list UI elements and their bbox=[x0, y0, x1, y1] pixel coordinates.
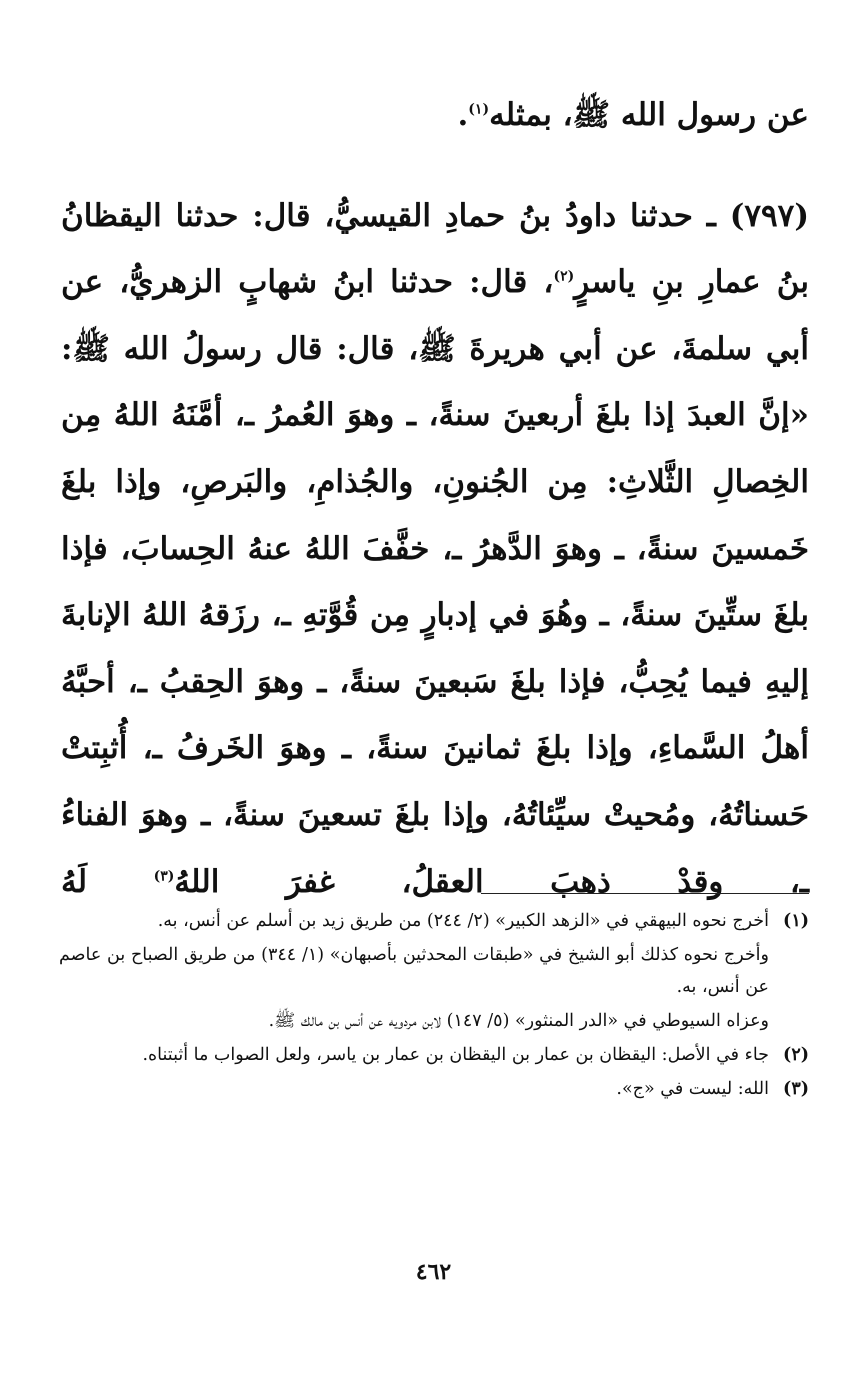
footnote-1 bbox=[59, 905, 809, 1037]
hadith-paragraph bbox=[61, 183, 809, 916]
footnote-divider bbox=[481, 893, 809, 894]
footnote-paragraph: وأخرج نحوه كذلك أبو الشيخ في «طبقات المحدثين بأصبهان» (١/ ٣٤٤) من طريق الصباح بن عاصم عن أنس، به. bbox=[59, 945, 769, 997]
footnote-ref-1[interactable]: (١) bbox=[468, 101, 490, 118]
hadith-text-part1: ـ حدثنا داودُ بنُ حمادِ القيسيُّ، قال: حدثنا اليقظانُ بنُ عمارِ بنِ ياسرٍ bbox=[61, 197, 809, 301]
footnote-number: (١) bbox=[783, 911, 809, 931]
footnote-3 bbox=[59, 1073, 809, 1105]
main-text-body bbox=[61, 82, 809, 915]
opening-line bbox=[61, 82, 809, 149]
footnote-number: (٢) bbox=[783, 1045, 809, 1065]
footnote-body bbox=[59, 1039, 769, 1071]
opening-line-end: . bbox=[457, 97, 469, 133]
hadith-text-part2: ، قال: حدثنا ابنُ شهابٍ الزهريُّ، عن أبي سلمةَ، عن أبي هريرةَ ﷺ، قال: قال رسولُ الله ﷺ: «إنَّ العبدَ إذا بلغَ أربعينَ سنةً، ـ وهوَ العُمرُ ـ، أمَّنَهُ اللهُ مِن الخِصالِ الثَّلاثِ: مِن الجُنونِ، والجُذامِ، والبَرصِ، وإذا بلغَ خَمسينَ سنةً، ـ وهوَ الدَّهرُ ـ، خفَّفَ اللهُ عنهُ الحِسابَ، فإذا بلغَ ستِّينَ سنةً، ـ وهُوَ في إدبارٍ مِن قُوَّتهِ ـ، رزَقهُ اللهُ الإنابةَ إليهِ فيما يُحِبُّ، فإذا بلغَ سَبعينَ سنةً، ـ وهوَ الحِقبُ ـ، أحبَّهُ أهلُ السَّماءِ، وإذا بلغَ ثمانينَ سنةً، ـ وهوَ الخَرفُ ـ، أُثبِتتْ حَسناتُهُ، ومُحيتْ سيِّئاتُهُ، وإذا بلغَ تسعينَ سنةً، ـ وهوَ الفناءُ ـ، وقدْ ذهبَ العقلُ، غفرَ اللهُ bbox=[61, 264, 810, 900]
footnote-paragraph: أخرج نحوه البيهقي في «الزهد الكبير» (٢/ ٢٤٤) من طريق زيد بن أسلم عن أنس، به. bbox=[157, 911, 769, 931]
footnote-2 bbox=[59, 1039, 809, 1071]
footnote-paragraph: الله: ليست في «ج». bbox=[616, 1079, 769, 1099]
footnote-ref-2[interactable]: (٢) bbox=[553, 268, 575, 285]
footnote-paragraph: وعزاه السيوطي في «الدر المنثور» (٥/ ١٤٧) لابن مردويه عن أنس بن مالك ﷺ. bbox=[268, 1011, 769, 1031]
footnotes-section bbox=[59, 905, 809, 1105]
footnote-paragraph: جاء في الأصل: اليقظان بن عمار بن اليقظان بن عمار بن ياسر، ولعل الصواب ما أثبتناه. bbox=[142, 1045, 769, 1065]
page-number: ٤٦٢ bbox=[415, 1259, 452, 1285]
hadith-text-end: لَهُ bbox=[61, 863, 154, 900]
footnote-ref-3[interactable]: (٣) bbox=[153, 868, 175, 885]
opening-line-text: عن رسول الله ﷺ، بمثله bbox=[489, 97, 809, 133]
hadith-number: (٧٩٧) bbox=[729, 197, 809, 234]
footnote-body bbox=[59, 905, 769, 1037]
footnote-body bbox=[59, 1073, 769, 1105]
footnote-number: (٣) bbox=[783, 1079, 809, 1099]
